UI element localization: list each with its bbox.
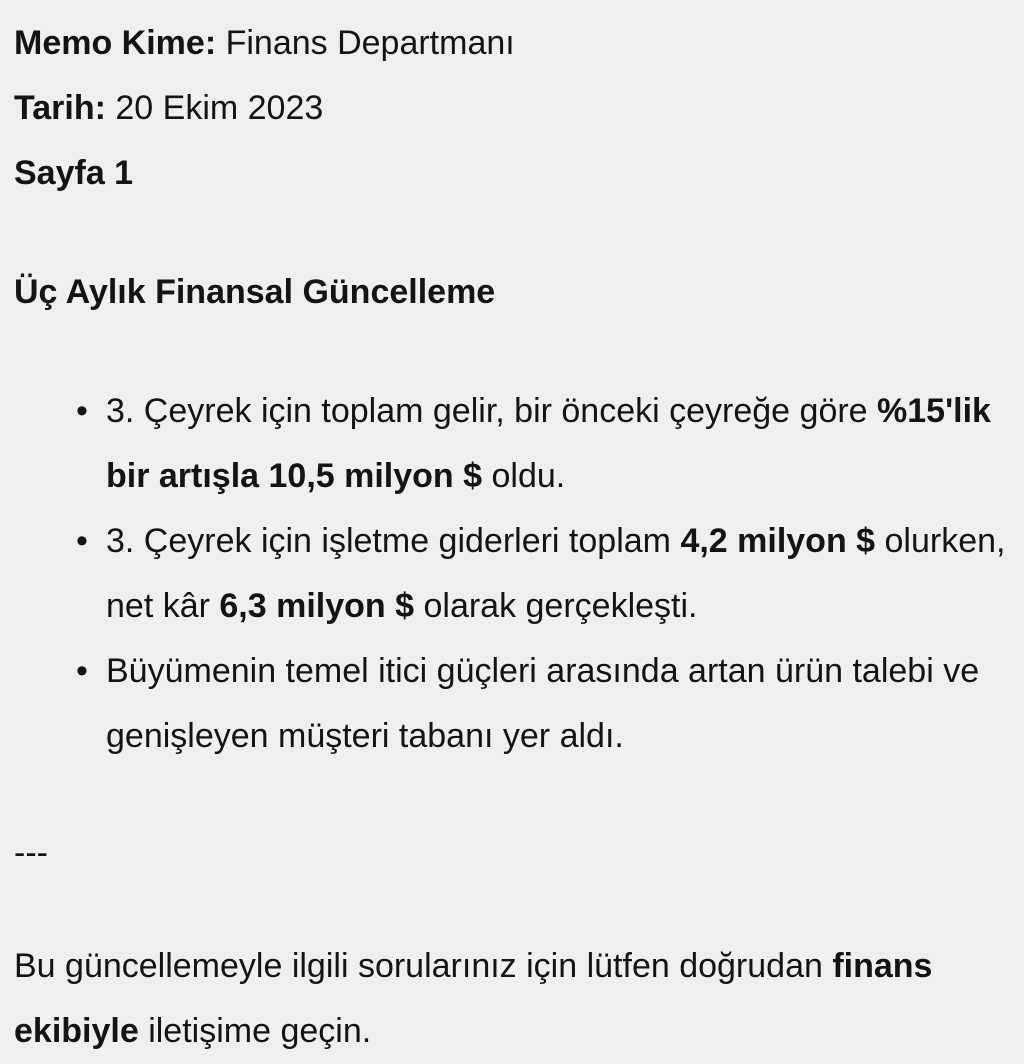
bullet-text: 3. Çeyrek için işletme giderleri toplam xyxy=(106,522,681,560)
closing-paragraph xyxy=(14,934,1004,1064)
bullet-emphasis: 4,2 milyon $ xyxy=(680,522,876,560)
bullet-text: olurken, net kâr xyxy=(106,522,1006,625)
memo-recipient-line xyxy=(14,11,1024,76)
bullet-text: 3. Çeyrek için toplam gelir, bir önceki çeyreğe göre xyxy=(106,392,878,430)
page-number: Sayfa 1 xyxy=(14,154,134,192)
section-divider: --- xyxy=(14,834,48,872)
memo-date-line xyxy=(14,76,1024,141)
bullet-text: olarak gerçekleşti. xyxy=(414,587,698,625)
list-item xyxy=(76,639,1006,769)
recipient-label: Memo Kime: xyxy=(14,24,217,62)
closing-text: iletişime geçin. xyxy=(138,1012,372,1050)
closing-text: Bu güncellemeyle ilgili sorularınız için lütfen doğrudan xyxy=(14,947,833,985)
highlights-list xyxy=(14,379,1006,769)
bullet-icon: • xyxy=(76,652,88,690)
bullet-icon: • xyxy=(76,392,88,430)
bullet-text: oldu. xyxy=(482,457,566,495)
list-item xyxy=(76,379,1006,509)
bullet-text: Büyümenin temel itici güçleri arasında artan ürün talebi ve genişleyen müşteri tabanı yer aldı. xyxy=(106,652,980,755)
date-label: Tarih: xyxy=(14,89,106,127)
bullet-emphasis: %15'lik bir artışla 10,5 milyon $ xyxy=(106,392,991,495)
bullet-emphasis: 6,3 milyon $ xyxy=(219,587,415,625)
recipient-value: Finans Departmanı xyxy=(216,24,515,62)
date-value: 20 Ekim 2023 xyxy=(105,89,324,127)
closing-emphasis: finans ekibiyle xyxy=(14,947,933,1050)
bullet-icon: • xyxy=(76,522,88,560)
document-title: Üç Aylık Finansal Güncelleme xyxy=(14,273,496,311)
list-item xyxy=(76,509,1006,639)
